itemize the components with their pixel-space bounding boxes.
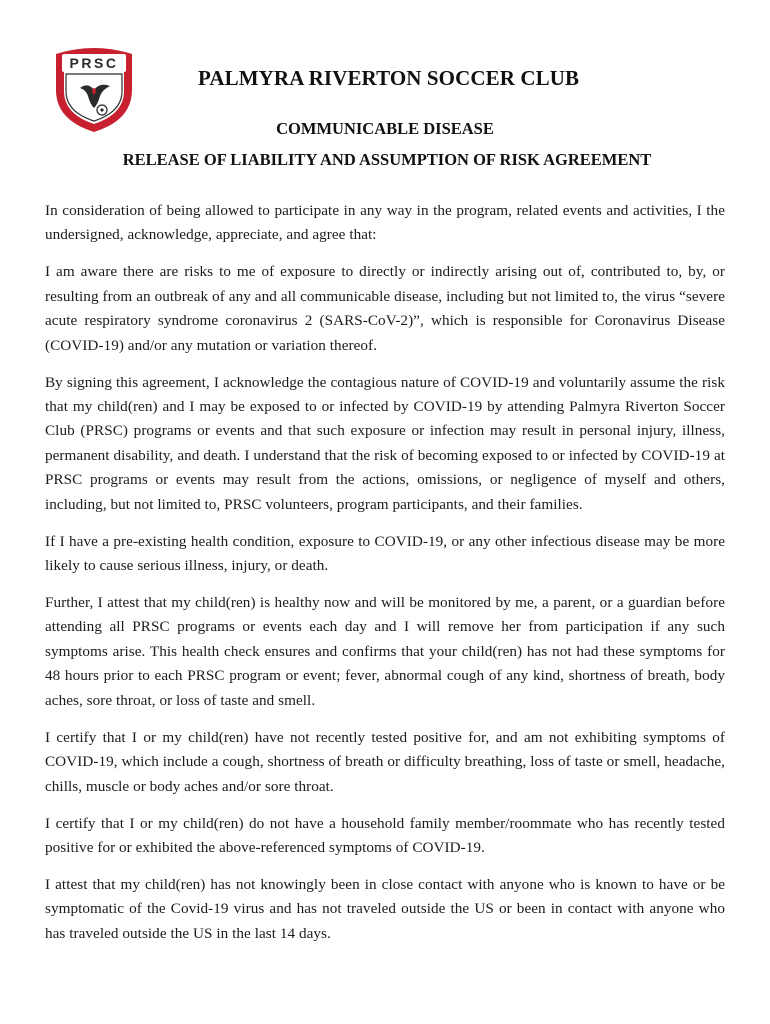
- paragraph-acknowledgement: By signing this agreement, I acknowledge the contagious nature of COVID-19 and voluntarily assume the risk that my child(ren) and I may be exposed to or infected by COVID-19 by attending Palmyra Riverton Soccer Club (PRSC) programs or events and that such exposure or infection may result in personal injury, illness, permanent disability, and death. I understand that the risk of becoming exposed to or infected by COVID-19 at PRSC programs or events may result from the actions, omissions, or negligence of myself and others, including, but not limited to, PRSC volunteers, program participants, and their families.: [45, 373, 725, 513]
- paragraph-preexisting-condition: If I have a pre-existing health condition, exposure to COVID-19, or any other infectious disease may be more likely to cause serious illness, injury, or death.: [45, 532, 725, 575]
- paragraph-test-certification: I certify that I or my child(ren) have not recently tested positive for, and am not exhibiting symptoms of COVID-19, which include a cough, shortness of breath or difficulty breathing, loss of taste or smell, headache, chills, muscle or body aches and/or sore throat.: [45, 728, 725, 795]
- paragraph-consideration: In consideration of being allowed to participate in any way in the program, related events and activities, I the undersigned, acknowledge, appreciate, and agree that:: [45, 202, 725, 244]
- paragraph-contact-attestation: I attest that my child(ren) has not knowingly been in close contact with anyone who is known to have or be symptomatic of the Covid-19 virus and has not traveled outside the US or been in contact with anyone who has traveled outside the US in the last 14 days.: [45, 875, 725, 942]
- paragraph-risk-awareness: I am aware there are risks to me of exposure to directly or indirectly arising out of, contributed to, by, or resulting from an outbreak of any and all communicable disease, including but not limited to, the virus “severe acute respiratory syndrome coronavirus 2 (SARS-CoV-2)”, which is responsible for Coronavirus Disease (COVID-19) and/or any mutation or variation thereof.: [45, 263, 725, 354]
- svg-text:PRSC: PRSC: [69, 55, 119, 71]
- document-subtitle: COMMUNICABLE DISEASE: [276, 119, 494, 138]
- club-name-heading: PALMYRA RIVERTON SOCCER CLUB: [198, 66, 580, 90]
- document-title: RELEASE OF LIABILITY AND ASSUMPTION OF RISK AGREEMENT: [122, 150, 652, 169]
- agreement-body: [45, 199, 725, 959]
- paragraph-household-certification: I certify that I or my child(ren) do not have a household family member/roommate who has recently tested positive for or exhibited the above-referenced symptoms of COVID-19.: [45, 814, 725, 856]
- paragraph-health-attestation: Further, I attest that my child(ren) is healthy now and will be monitored by me, a parent, or a guardian before attending all PRSC programs or events each day and I will remove her from participation if any such symptoms arise. This health check ensures and confirms that your child(ren) has not had these symptoms for 48 hours prior to each PRSC program or event; fever, abnormal cough of any kind, shortness of breath, body aches, sore throat, or loss of taste and smell.: [45, 594, 725, 709]
